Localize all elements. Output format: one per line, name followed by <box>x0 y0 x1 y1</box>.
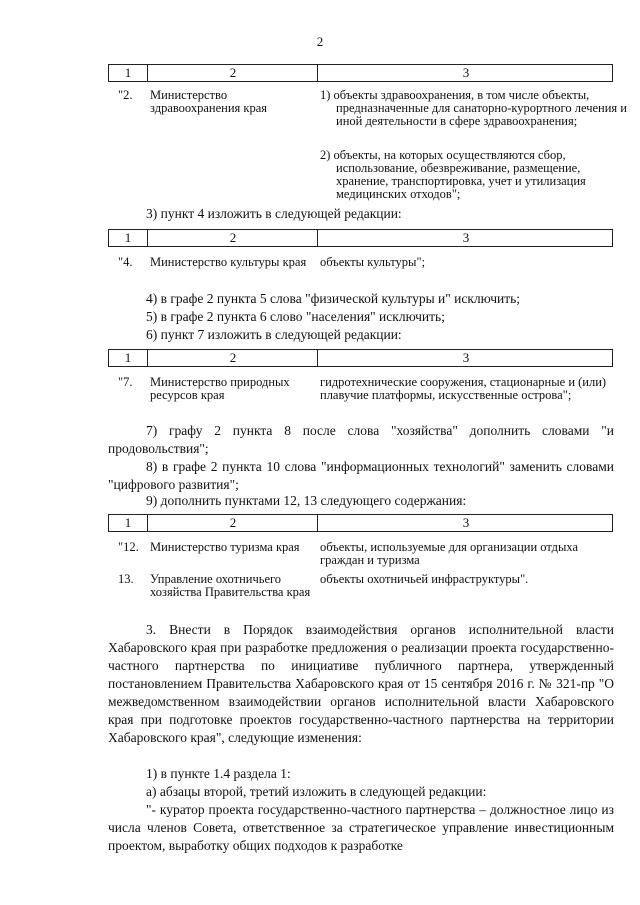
paragraph: 7) графу 2 пункта 8 после слова "хозяйства" дополнить словами "и продовольствия"; <box>108 423 614 456</box>
header-col-3: 3 <box>317 515 614 531</box>
header-col-3: 3 <box>317 350 614 366</box>
ministry-name: Управление охотничьего хозяйства Правительства края <box>150 572 311 599</box>
ministry-name: Министерство культуры края <box>150 255 307 269</box>
header-col-2: 2 <box>147 65 318 81</box>
object-description: 2) объекты, на которых осуществляются сбор, использование, обезвреживание, размещение, хранение, транспортировка, учет и утилизация медицинских отходов"; <box>320 148 586 201</box>
object-description: объекты, используемые для организации отдыха граждан и туризма <box>320 540 579 567</box>
paragraph: 8) в графе 2 пункта 10 слова "информационных технологий" заменить словами "цифрового развития"; <box>108 459 614 492</box>
table-header <box>108 349 613 367</box>
row-number: "2. <box>118 88 133 102</box>
header-col-1: 1 <box>124 65 132 80</box>
row-number: "7. <box>118 375 133 389</box>
object-description: объекты культуры"; <box>320 255 426 269</box>
paragraph: 3) пункт 4 изложить в следующей редакции: <box>146 206 402 221</box>
header-col-1: 1 <box>124 515 132 530</box>
paragraph: 1) в пункте 1.4 раздела 1: <box>146 766 291 781</box>
paragraph: 6) пункт 7 изложить в следующей редакции: <box>146 327 402 342</box>
header-col-1: 1 <box>124 350 132 365</box>
table-header <box>108 64 613 82</box>
header-col-1: 1 <box>124 230 132 245</box>
section-paragraph: 3. Внести в Порядок взаимодействия органов исполнительной власти Хабаровского края при разработке предложения о реализации проекта государственно-частного партнерства по инициативе публичного партнера, утвержденный постановлением Правительства Хабаровского края от 15 сентября 2016 г. № 321-пр "О межведомственном взаимодействии органов исполнительной власти Хабаровского края при подготовке проектов государственно-частного партнерства на территории Хабаровского края", следующие изменения: <box>108 622 614 745</box>
object-description: 1) объекты здравоохранения, в том числе объекты, предназначенные для санаторно-курортного лечения и иной деятельности в сфере здравоохранения; <box>320 88 627 128</box>
paragraph: а) абзацы второй, третий изложить в следующей редакции: <box>146 784 487 799</box>
header-col-3: 3 <box>317 65 614 81</box>
header-col-2: 2 <box>147 230 318 246</box>
row-number: "12. <box>118 540 139 554</box>
row-number: "4. <box>118 255 133 269</box>
object-description: гидротехнические сооружения, стационарные и (или) плавучие платформы, искусственные острова"; <box>320 375 607 402</box>
ministry-name: Министерство природных ресурсов края <box>150 375 290 402</box>
object-description: объекты охотничьей инфраструктуры". <box>320 572 529 586</box>
header-col-2: 2 <box>147 515 318 531</box>
quoted-paragraph: "- куратор проекта государственно-частного партнерства – должностное лицо из числа членов Совета, ответственное за стратегическое управление инвестиционным проектом, выработку общих подходов к разработке <box>108 802 614 853</box>
ministry-name: Министерство здравоохранения края <box>150 88 268 115</box>
header-col-3: 3 <box>317 230 614 246</box>
ministry-name: Министерство туризма края <box>150 540 300 554</box>
page-number: 2 <box>316 34 324 49</box>
row-number: 13. <box>118 572 134 586</box>
paragraph: 9) дополнить пунктами 12, 13 следующего содержания: <box>146 493 467 508</box>
table-header <box>108 229 613 247</box>
paragraph: 4) в графе 2 пункта 5 слова "физической культуры и" исключить; <box>146 291 521 306</box>
paragraph: 5) в графе 2 пункта 6 слово "населения" исключить; <box>146 309 445 324</box>
header-col-2: 2 <box>147 350 318 366</box>
table-header <box>108 514 613 532</box>
